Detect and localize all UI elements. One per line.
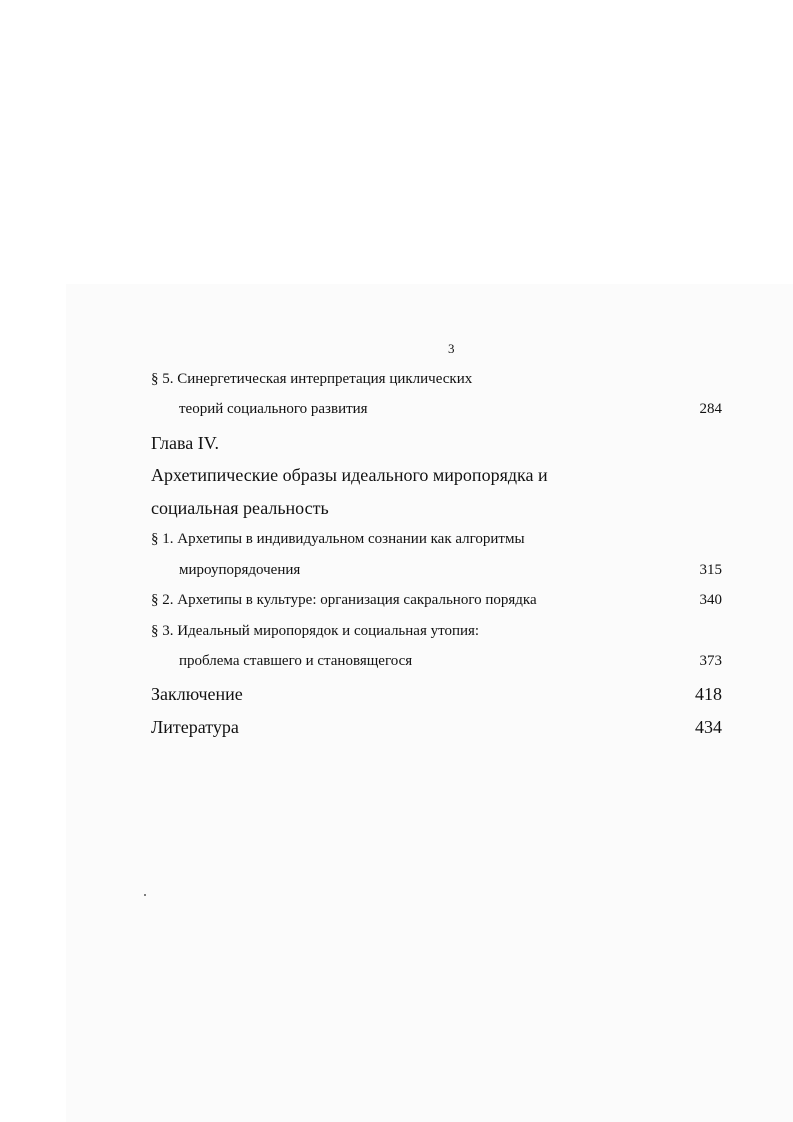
toc-ch4-section-3-page: 373 (699, 653, 722, 669)
toc-ch4-section-2-page: 340 (699, 592, 722, 608)
toc-chapter-4-title-line1: Архетипические образы идеального миропорядка и (151, 465, 548, 485)
toc-ch4-section-2-title: § 2. Архетипы в культуре: организация сакрального порядка (151, 592, 537, 608)
toc-section-5-page: 284 (699, 401, 722, 417)
toc-section-5-title-line1: § 5. Синергетическая интерпретация циклических (151, 371, 473, 387)
page-number: 3 (448, 341, 455, 356)
toc-ch4-section-1-page: 315 (699, 562, 722, 578)
toc-ch4-section-3-title-line1: § 3. Идеальный миропорядок и социальная утопия: (151, 623, 480, 639)
toc-ch4-section-1-title-line2: мироупорядочения (179, 562, 301, 578)
toc-literature: Литература (151, 717, 239, 737)
toc-section-5-title-line2: теорий социального развития (179, 401, 368, 417)
toc-conclusion-page: 418 (695, 684, 722, 704)
toc-ch4-section-3-title-line2: проблема ставшего и становящегося (179, 653, 413, 669)
toc-chapter-4-heading: Глава IV. (151, 433, 219, 453)
scan-speck (144, 894, 146, 896)
toc-literature-page: 434 (695, 717, 722, 737)
toc-ch4-section-1-title-line1: § 1. Архетипы в индивидуальном сознании как алгоритмы (151, 531, 525, 547)
toc-conclusion: Заключение (151, 684, 243, 704)
toc-chapter-4-title-line2: социальная реальность (151, 498, 329, 518)
